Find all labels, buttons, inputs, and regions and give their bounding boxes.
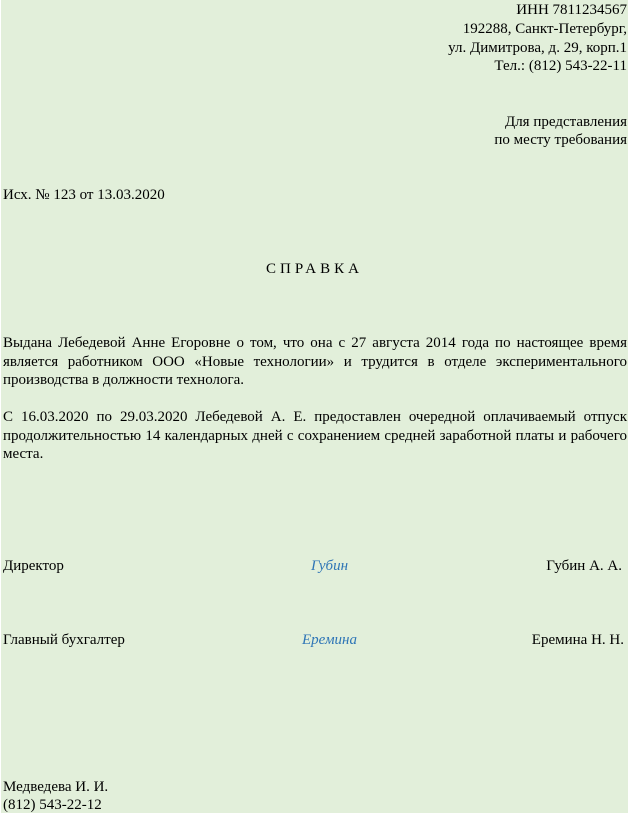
addressee-line2: по месту требования [494,132,627,148]
director-position: Директор [3,558,64,574]
chief-accountant-name: Еремина Н. Н. [531,632,624,648]
outgoing-reference: Исх. № 123 от 13.03.2020 [3,187,165,203]
chief-accountant-signature: Еремина [302,632,357,648]
document-title: СПРАВКА [266,261,363,277]
document-page [1,0,628,813]
chief-accountant-position: Главный бухгалтер [3,632,125,648]
body-paragraph-1: Выдана Лебедевой Анне Егоровне о том, что она с 27 августа 2014 года по настоящее время является работником ООО «Новые технологии» и трудится в отделе экспериментального производства в должности технолога. [3,335,627,388]
director-name: Губин А. А. [546,558,622,574]
company-address-line1: 192288, Санкт-Петербург, [462,21,627,37]
director-signature: Губин [311,558,349,574]
executor-phone: (812) 543-22-12 [3,797,102,813]
addressee-line1: Для представления [504,114,627,130]
company-address-line2: ул. Димитрова, д. 29, корп.1 [448,40,627,56]
company-inn: ИНН 7811234567 [516,2,627,18]
executor-name: Медведева И. И. [3,779,109,795]
body-paragraph-2: С 16.03.2020 по 29.03.2020 Лебедевой А. Е. предоставлен очередной оплачиваемый отпуск продолжительностью 14 календарных дней с сохранением средней заработной платы и рабочего места. [3,409,627,462]
company-phone: Тел.: (812) 543-22-11 [494,58,627,74]
